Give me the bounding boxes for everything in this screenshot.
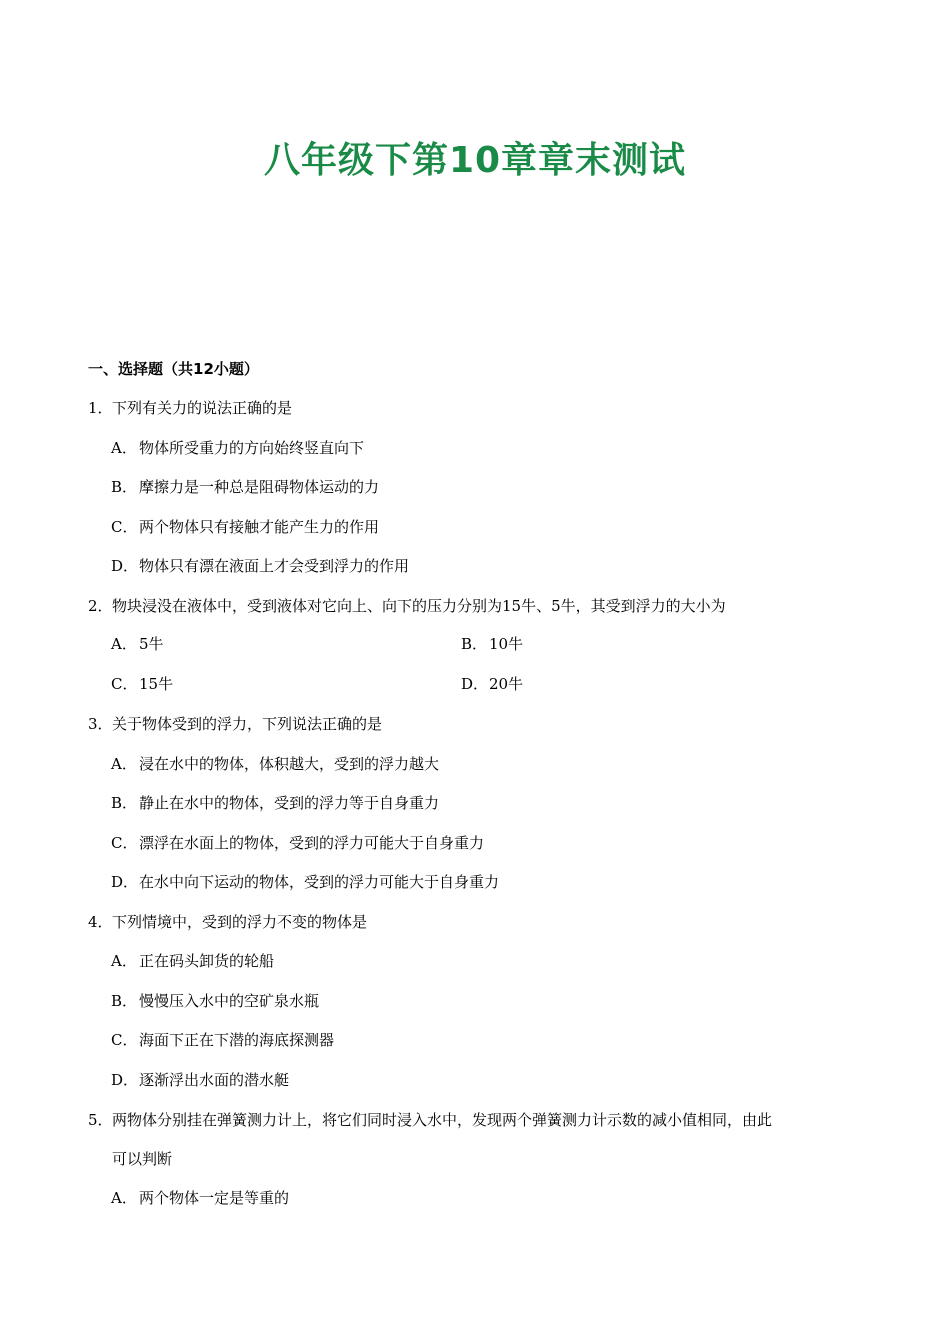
option-2c[interactable]: C． 15牛 bbox=[111, 675, 174, 693]
document-title: 八年级下第10章章末测试 bbox=[263, 140, 687, 181]
option-3a[interactable]: A． 浸在水中的物体，体积越大，受到的浮力越大 bbox=[111, 755, 440, 773]
question-text-continued: 可以判断 bbox=[112, 1150, 173, 1168]
option-5a[interactable]: A． 两个物体一定是等重的 bbox=[111, 1189, 290, 1207]
question-number: 1． bbox=[88, 399, 113, 417]
question-number: 4． bbox=[88, 913, 113, 931]
question-3 bbox=[88, 714, 382, 734]
question-2 bbox=[88, 596, 726, 616]
section-heading: 一、选择题（共12小题） bbox=[88, 360, 259, 378]
option-4b[interactable]: B． 慢慢压入水中的空矿泉水瓶 bbox=[111, 992, 320, 1010]
option-2a[interactable]: A． 5牛 bbox=[111, 635, 164, 653]
question-text: 关于物体受到的浮力，下列说法正确的是 bbox=[112, 715, 383, 733]
option-1d[interactable]: D．物体只有漂在液面上才会受到浮力的作用 bbox=[111, 557, 410, 575]
question-text: 物块浸没在液体中，受到液体对它向上、向下的压力分别为15牛、5牛，其受到浮力的大小为 bbox=[112, 597, 726, 615]
question-number: 3． bbox=[88, 715, 113, 733]
option-3d[interactable]: D．在水中向下运动的物体，受到的浮力可能大于自身重力 bbox=[111, 873, 500, 891]
option-4d[interactable]: D．逐渐浮出水面的潜水艇 bbox=[111, 1071, 290, 1089]
option-1a[interactable]: A． 物体所受重力的方向始终竖直向下 bbox=[111, 439, 365, 457]
option-2d[interactable]: D．20牛 bbox=[461, 675, 524, 693]
option-1c[interactable]: C． 两个物体只有接触才能产生力的作用 bbox=[111, 518, 380, 536]
question-1 bbox=[88, 398, 292, 418]
option-4a[interactable]: A． 正在码头卸货的轮船 bbox=[111, 952, 275, 970]
question-5 bbox=[88, 1110, 870, 1169]
question-number: 5． bbox=[88, 1111, 113, 1129]
question-number: 2． bbox=[88, 597, 113, 615]
option-1b[interactable]: B． 摩擦力是一种总是阻碍物体运动的力 bbox=[111, 478, 380, 496]
question-text: 下列情境中，受到的浮力不变的物体是 bbox=[112, 913, 368, 931]
question-text: 两物体分别挂在弹簧测力计上，将它们同时浸入水中，发现两个弹簧测力计示数的减小值相同，由此 bbox=[112, 1111, 773, 1129]
question-text: 下列有关力的说法正确的是 bbox=[112, 399, 293, 417]
question-4 bbox=[88, 912, 367, 932]
option-3c[interactable]: C． 漂浮在水面上的物体，受到的浮力可能大于自身重力 bbox=[111, 834, 485, 852]
option-2b[interactable]: B． 10牛 bbox=[461, 635, 524, 653]
option-4c[interactable]: C． 海面下正在下潜的海底探测器 bbox=[111, 1031, 335, 1049]
option-3b[interactable]: B． 静止在水中的物体，受到的浮力等于自身重力 bbox=[111, 794, 440, 812]
